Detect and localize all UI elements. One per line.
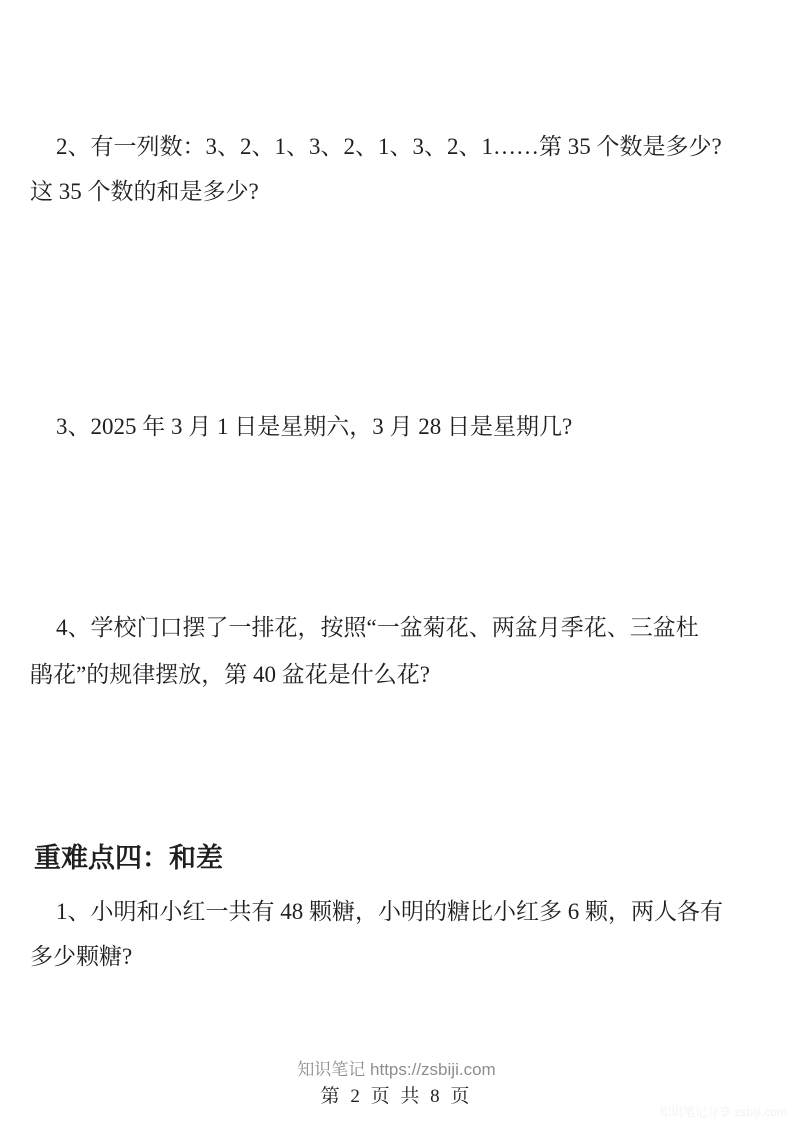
question-2 bbox=[30, 124, 769, 214]
question-1-line-1: 1、小明和小红一共有 48 颗糖，小明的糖比小红多 6 颗，两人各有 bbox=[56, 899, 723, 924]
question-1-line-2: 多少颗糖? bbox=[30, 944, 133, 969]
corner-watermark: 知识笔记分享 zsbiji.com bbox=[658, 1105, 787, 1119]
section-4-heading: 重难点四：和差 bbox=[34, 843, 223, 873]
question-4 bbox=[30, 604, 769, 698]
question-2-line-1: 2、有一列数：3、2、1、3、2、1、3、2、1……第 35 个数是多少? bbox=[56, 134, 722, 159]
question-1-section4 bbox=[30, 889, 769, 979]
footer-page-number: 第 2 页 共 8 页 bbox=[320, 1086, 473, 1107]
question-3 bbox=[30, 404, 769, 449]
question-4-line-1: 4、学校门口摆了一排花，按照“一盆菊花、两盆月季花、三盆杜 bbox=[56, 615, 699, 640]
question-3-line-1: 3、2025 年 3 月 1 日是星期六，3 月 28 日是星期几? bbox=[56, 414, 573, 439]
footer-site-credit: 知识笔记 https://zsbiji.com bbox=[297, 1060, 496, 1079]
question-2-line-2: 这 35 个数的和是多少? bbox=[30, 179, 259, 204]
question-4-line-2: 鹃花”的规律摆放，第 40 盆花是什么花? bbox=[30, 662, 430, 687]
